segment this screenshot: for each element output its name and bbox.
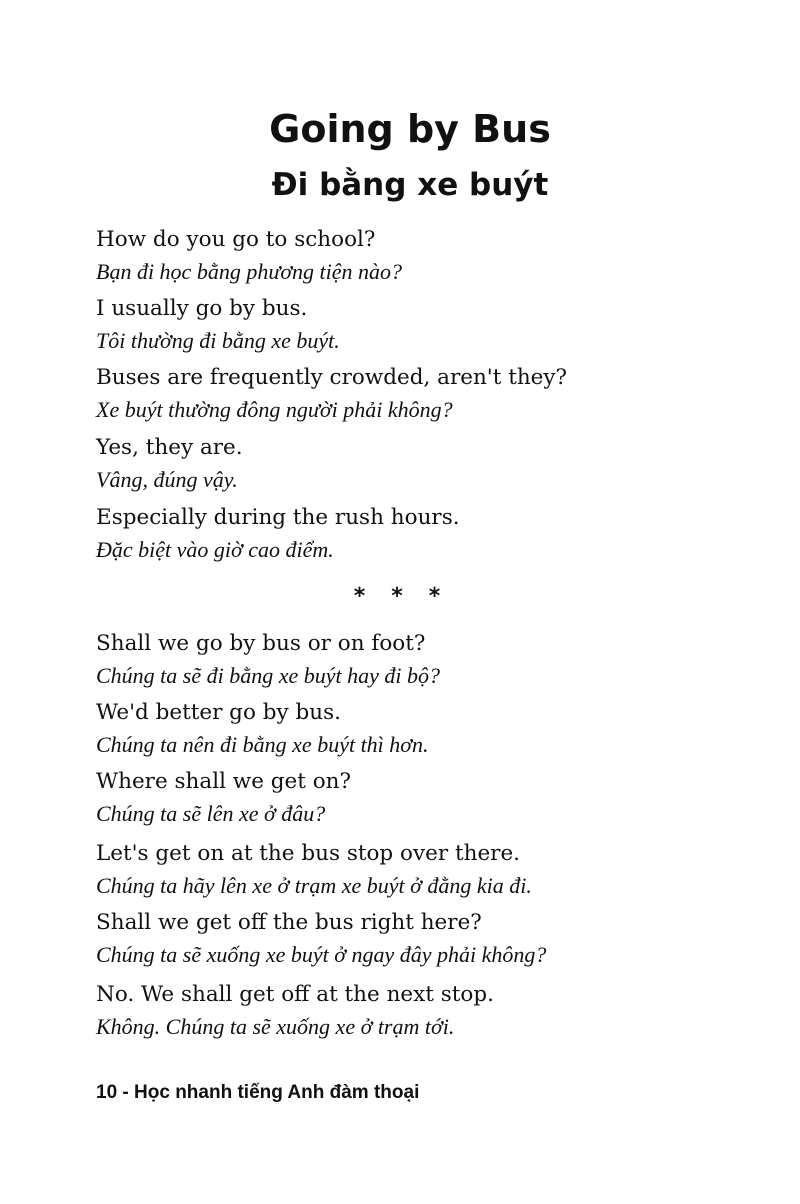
vietnamese-line: Chúng ta sẽ lên xe ở đâu? (96, 801, 326, 826)
vietnamese-line: Xe buýt thường đông người phải không? (96, 397, 453, 422)
dialogue-pair (96, 293, 756, 357)
english-line: Let's get on at the bus stop over there. (96, 841, 521, 866)
english-line: We'd better go by bus. (96, 700, 341, 725)
dialogue-pair (96, 697, 756, 761)
page-title: Going by Bus (269, 107, 551, 151)
dialogue-pair (96, 362, 756, 426)
english-line: Buses are frequently crowded, aren't they? (96, 365, 568, 390)
dialogue-pair (96, 502, 756, 566)
vietnamese-line: Đặc biệt vào giờ cao điểm. (96, 537, 334, 562)
english-line: I usually go by bus. (96, 296, 308, 321)
vietnamese-line: Tôi thường đi bằng xe buýt. (96, 328, 340, 353)
english-line: Where shall we get on? (96, 769, 352, 794)
english-line: Especially during the rush hours. (96, 505, 460, 530)
vietnamese-line: Bạn đi học bằng phương tiện nào? (96, 259, 403, 284)
english-line: Shall we go by bus or on foot? (96, 631, 426, 656)
dialogue-pair (96, 432, 756, 496)
english-line: Shall we get off the bus right here? (96, 910, 482, 935)
vietnamese-line: Không. Chúng ta sẽ xuống xe ở trạm tới. (96, 1014, 455, 1039)
dialogue-pair (96, 766, 756, 830)
dialogue-pair (96, 628, 756, 692)
dialogue-pair (96, 979, 756, 1043)
vietnamese-line: Chúng ta nên đi bằng xe buýt thì hơn. (96, 732, 429, 757)
page-subtitle: Đi bằng xe buýt (271, 167, 549, 203)
english-line: How do you go to school? (96, 227, 376, 252)
dialogue-pair (96, 907, 756, 971)
vietnamese-line: Chúng ta hãy lên xe ở trạm xe buýt ở đằng kia đi. (96, 873, 532, 898)
vietnamese-line: Chúng ta sẽ xuống xe buýt ở ngay đây phải không? (96, 942, 547, 967)
dialogue-pair (96, 224, 756, 288)
vietnamese-line: Chúng ta sẽ đi bằng xe buýt hay đi bộ? (96, 663, 441, 688)
page-footer: 10 - Học nhanh tiếng Anh đàm thoại (96, 1082, 420, 1103)
english-line: No. We shall get off at the next stop. (96, 982, 494, 1007)
dialogue-pair (96, 838, 756, 902)
section-divider: *** (353, 584, 467, 609)
english-line: Yes, they are. (96, 435, 243, 460)
vietnamese-line: Vâng, đúng vậy. (96, 467, 238, 492)
